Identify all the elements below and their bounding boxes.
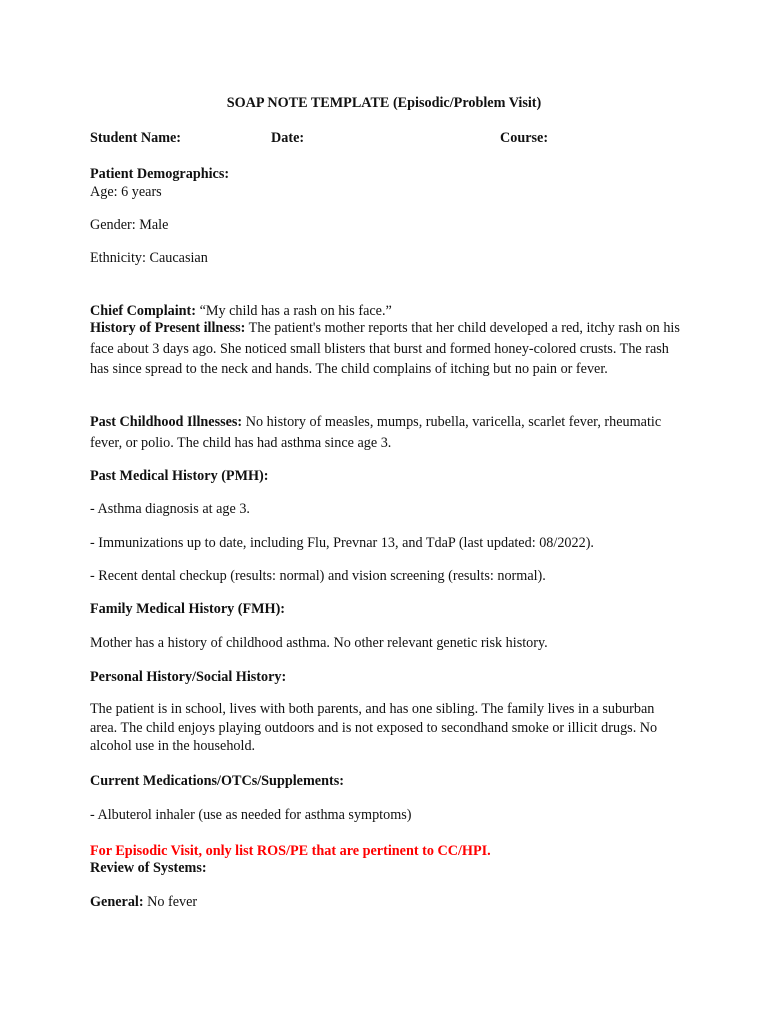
hpi-label: History of Present illness: (90, 320, 246, 336)
gender-field: Gender: Male (90, 217, 169, 233)
pmh-item: - Recent dental checkup (results: normal) and vision screening (results: normal). (90, 568, 546, 584)
course-label: Course: (500, 130, 549, 146)
ros-general (90, 892, 197, 912)
fmh-heading: Family Medical History (FMH): (90, 601, 286, 617)
ros-general-text: No fever (143, 894, 198, 910)
ros-general-label: General: (90, 894, 144, 910)
chief-complaint-label: Chief Complaint: (90, 303, 197, 319)
hpi-paragraph (90, 318, 690, 380)
medications-heading: Current Medications/OTCs/Supplements: (90, 773, 344, 789)
fmh-text: Mother has a history of childhood asthma. No other relevant genetic risk history. (90, 635, 548, 651)
student-name-label: Student Name: (90, 130, 182, 146)
chief-complaint-text: “My child has a rash on his face.” (196, 303, 392, 319)
social-text: The patient is in school, lives with both parents, and has one sibling. The family lives in a suburban area. The child enjoys playing outdoors and is not exposed to secondhand smoke or illicit drugs. No alcohol use in the household. (90, 701, 658, 754)
date-label: Date: (271, 130, 305, 146)
social-heading: Personal History/Social History: (90, 669, 287, 685)
ethnicity-field: Ethnicity: Caucasian (90, 250, 208, 266)
ros-heading: Review of Systems: (90, 860, 207, 876)
medication-item: - Albuterol inhaler (use as needed for asthma symptoms) (90, 807, 412, 823)
pmh-item: - Asthma diagnosis at age 3. (90, 501, 250, 517)
age-field: Age: 6 years (90, 184, 162, 200)
hpi-text: The patient's mother reports that her child developed a red, itchy rash on his face about 3 days ago. She noticed small blisters that burst and formed honey-colored crusts. The rash has since spread to the neck and hands. The child complains of itching but no pain or fever. (90, 320, 680, 377)
page-title: SOAP NOTE TEMPLATE (Episodic/Problem Visit) (226, 95, 542, 111)
episodic-visit-note: For Episodic Visit, only list ROS/PE that are pertinent to CC/HPI. (90, 843, 491, 859)
past-childhood-text: No history of measles, mumps, rubella, varicella, scarlet fever, rheumatic fever, or polio. The child has had asthma since age 3. (90, 414, 662, 451)
pmh-item: - Immunizations up to date, including Flu, Prevnar 13, and TdaP (last updated: 08/2022). (90, 535, 594, 551)
past-childhood-label: Past Childhood Illnesses: (90, 414, 243, 430)
past-childhood-paragraph (90, 412, 690, 453)
demographics-heading: Patient Demographics: (90, 166, 230, 182)
pmh-heading: Past Medical History (PMH): (90, 468, 269, 484)
